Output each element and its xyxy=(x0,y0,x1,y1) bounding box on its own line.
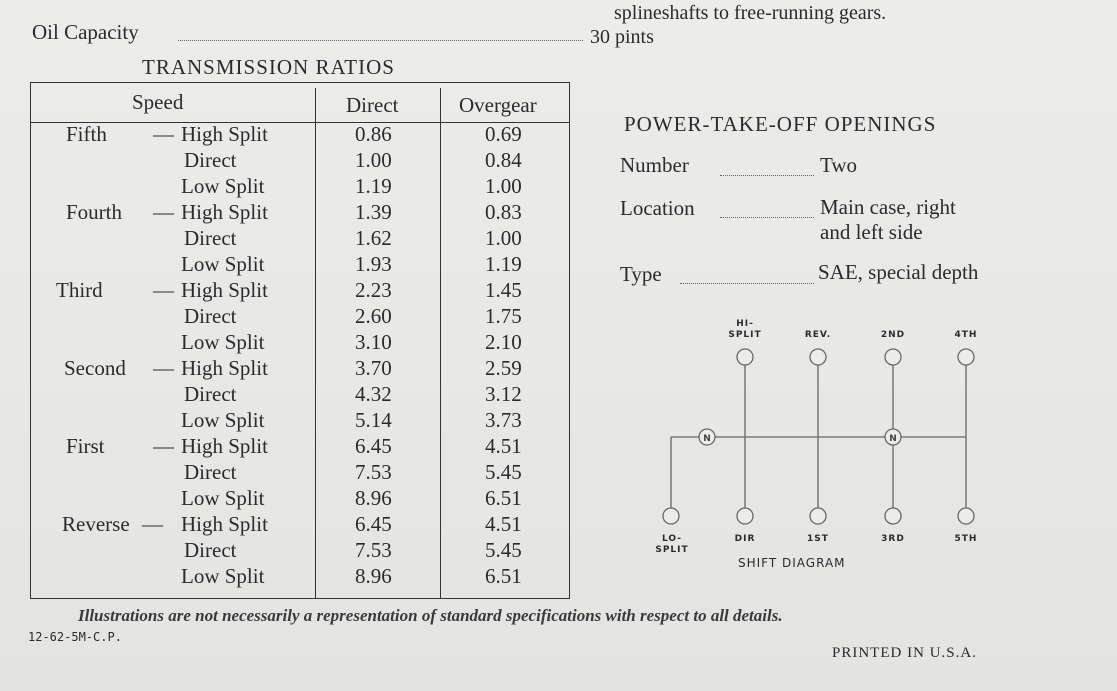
direct-ratio: 7.53 xyxy=(355,460,392,484)
overgear-ratio: 0.69 xyxy=(485,122,522,146)
pos-4th xyxy=(958,349,974,365)
pto-type-value: SAE, special depth xyxy=(818,260,979,284)
pos-5th xyxy=(958,508,974,524)
pos-hi-split xyxy=(737,349,753,365)
header-overgear: Overgear xyxy=(459,93,537,117)
direct-ratio: 1.39 xyxy=(355,200,392,224)
pto-number-label: Number xyxy=(620,153,689,177)
overgear-ratio: 1.00 xyxy=(485,174,522,198)
gear-label: First xyxy=(66,434,105,458)
overgear-ratio: 6.51 xyxy=(485,486,522,510)
overgear-ratio: 3.73 xyxy=(485,408,522,432)
overgear-ratio: 3.12 xyxy=(485,382,522,406)
overgear-ratio: 2.59 xyxy=(485,356,522,380)
split-label: High Split xyxy=(181,278,268,302)
gear-dash: — xyxy=(153,122,174,146)
label-1st: 1ST xyxy=(807,534,829,544)
neutral-label-2: N xyxy=(889,434,897,444)
label-4th: 4TH xyxy=(954,330,978,340)
shift-diagram-caption: SHIFT DIAGRAM xyxy=(738,556,846,570)
split-label: High Split xyxy=(181,356,268,380)
gear-label: Reverse xyxy=(62,512,130,536)
footer-code: 12-62-5M-C.P. xyxy=(28,630,122,644)
overgear-ratio: 5.45 xyxy=(485,460,522,484)
label-lo-split-1: LO- xyxy=(662,534,682,544)
split-label: Low Split xyxy=(181,330,265,354)
footer-printed: PRINTED IN U.S.A. xyxy=(832,645,977,661)
direct-ratio: 3.70 xyxy=(355,356,392,380)
split-label: Direct xyxy=(184,460,237,484)
pto-location-label: Location xyxy=(620,196,695,220)
footer-disclaimer: Illustrations are not necessarily a representation of standard specifications with respect to all details. xyxy=(78,606,783,625)
top-right-text: splineshafts to free-running gears. xyxy=(614,2,887,24)
gear-label: Second xyxy=(64,356,126,380)
overgear-ratio: 2.10 xyxy=(485,330,522,354)
split-label: High Split xyxy=(181,200,268,224)
label-2nd: 2ND xyxy=(880,330,906,340)
pos-3rd xyxy=(885,508,901,524)
split-label: Direct xyxy=(184,538,237,562)
oil-capacity-label: Oil Capacity xyxy=(32,20,139,44)
direct-ratio: 7.53 xyxy=(355,538,392,562)
gear-dash: — xyxy=(153,434,174,458)
pto-location-value-1: Main case, right xyxy=(820,195,956,219)
split-label: Direct xyxy=(184,226,237,250)
label-rev: REV. xyxy=(804,330,832,340)
oil-capacity-value: 30 pints xyxy=(590,26,654,48)
overgear-ratio: 4.51 xyxy=(485,512,522,536)
split-label: Low Split xyxy=(181,408,265,432)
pos-lo-split xyxy=(663,508,679,524)
gear-dash: — xyxy=(153,356,174,380)
pto-type-label: Type xyxy=(620,262,662,286)
gear-label: Fifth xyxy=(66,122,107,146)
overgear-ratio: 6.51 xyxy=(485,564,522,588)
label-dir: DIR xyxy=(734,534,756,544)
direct-ratio: 8.96 xyxy=(355,564,392,588)
split-label: Direct xyxy=(184,304,237,328)
direct-ratio: 4.32 xyxy=(355,382,392,406)
split-label: Direct xyxy=(184,148,237,172)
direct-ratio: 8.96 xyxy=(355,486,392,510)
gear-dash: — xyxy=(142,512,163,536)
overgear-ratio: 1.45 xyxy=(485,278,522,302)
transmission-ratios-title: TRANSMISSION RATIOS xyxy=(142,55,395,79)
overgear-ratio: 0.83 xyxy=(485,200,522,224)
gear-label: Fourth xyxy=(66,200,123,224)
pto-title: POWER-TAKE-OFF OPENINGS xyxy=(624,112,937,136)
pos-2nd xyxy=(885,349,901,365)
split-label: Low Split xyxy=(181,564,265,588)
header-direct: Direct xyxy=(346,93,399,117)
label-3rd: 3RD xyxy=(881,534,905,544)
header-speed: Speed xyxy=(132,90,184,114)
split-label: High Split xyxy=(181,512,268,536)
gear-dash: — xyxy=(153,200,174,224)
overgear-ratio: 1.00 xyxy=(485,226,522,250)
gear-label: Third xyxy=(56,278,103,302)
direct-ratio: 1.93 xyxy=(355,252,392,276)
pto-number-value: Two xyxy=(820,153,858,177)
overgear-ratio: 1.75 xyxy=(485,304,522,328)
direct-ratio: 6.45 xyxy=(355,512,392,536)
pto-location-value-2: and left side xyxy=(820,220,923,244)
pos-1st xyxy=(810,508,826,524)
overgear-ratio: 4.51 xyxy=(485,434,522,458)
overgear-ratio: 5.45 xyxy=(485,538,522,562)
gear-dash: — xyxy=(153,278,174,302)
direct-ratio: 6.45 xyxy=(355,434,392,458)
split-label: High Split xyxy=(181,434,268,458)
split-label: Low Split xyxy=(181,486,265,510)
pos-dir xyxy=(737,508,753,524)
split-label: Direct xyxy=(184,382,237,406)
split-label: High Split xyxy=(181,122,268,146)
split-label: Low Split xyxy=(181,252,265,276)
label-hi-split-1: HI- xyxy=(736,319,754,329)
split-label: Low Split xyxy=(181,174,265,198)
overgear-ratio: 0.84 xyxy=(485,148,522,172)
neutral-label-1: N xyxy=(703,434,711,444)
direct-ratio: 0.86 xyxy=(355,122,392,146)
label-hi-split-2: SPLIT xyxy=(728,330,762,340)
overgear-ratio: 1.19 xyxy=(485,252,522,276)
direct-ratio: 2.23 xyxy=(355,278,392,302)
direct-ratio: 2.60 xyxy=(355,304,392,328)
direct-ratio: 1.19 xyxy=(355,174,392,198)
label-lo-split-2: SPLIT xyxy=(655,545,689,555)
label-5th: 5TH xyxy=(954,534,978,544)
direct-ratio: 1.62 xyxy=(355,226,392,250)
direct-ratio: 3.10 xyxy=(355,330,392,354)
direct-ratio: 5.14 xyxy=(355,408,392,432)
direct-ratio: 1.00 xyxy=(355,148,392,172)
pos-rev xyxy=(810,349,826,365)
